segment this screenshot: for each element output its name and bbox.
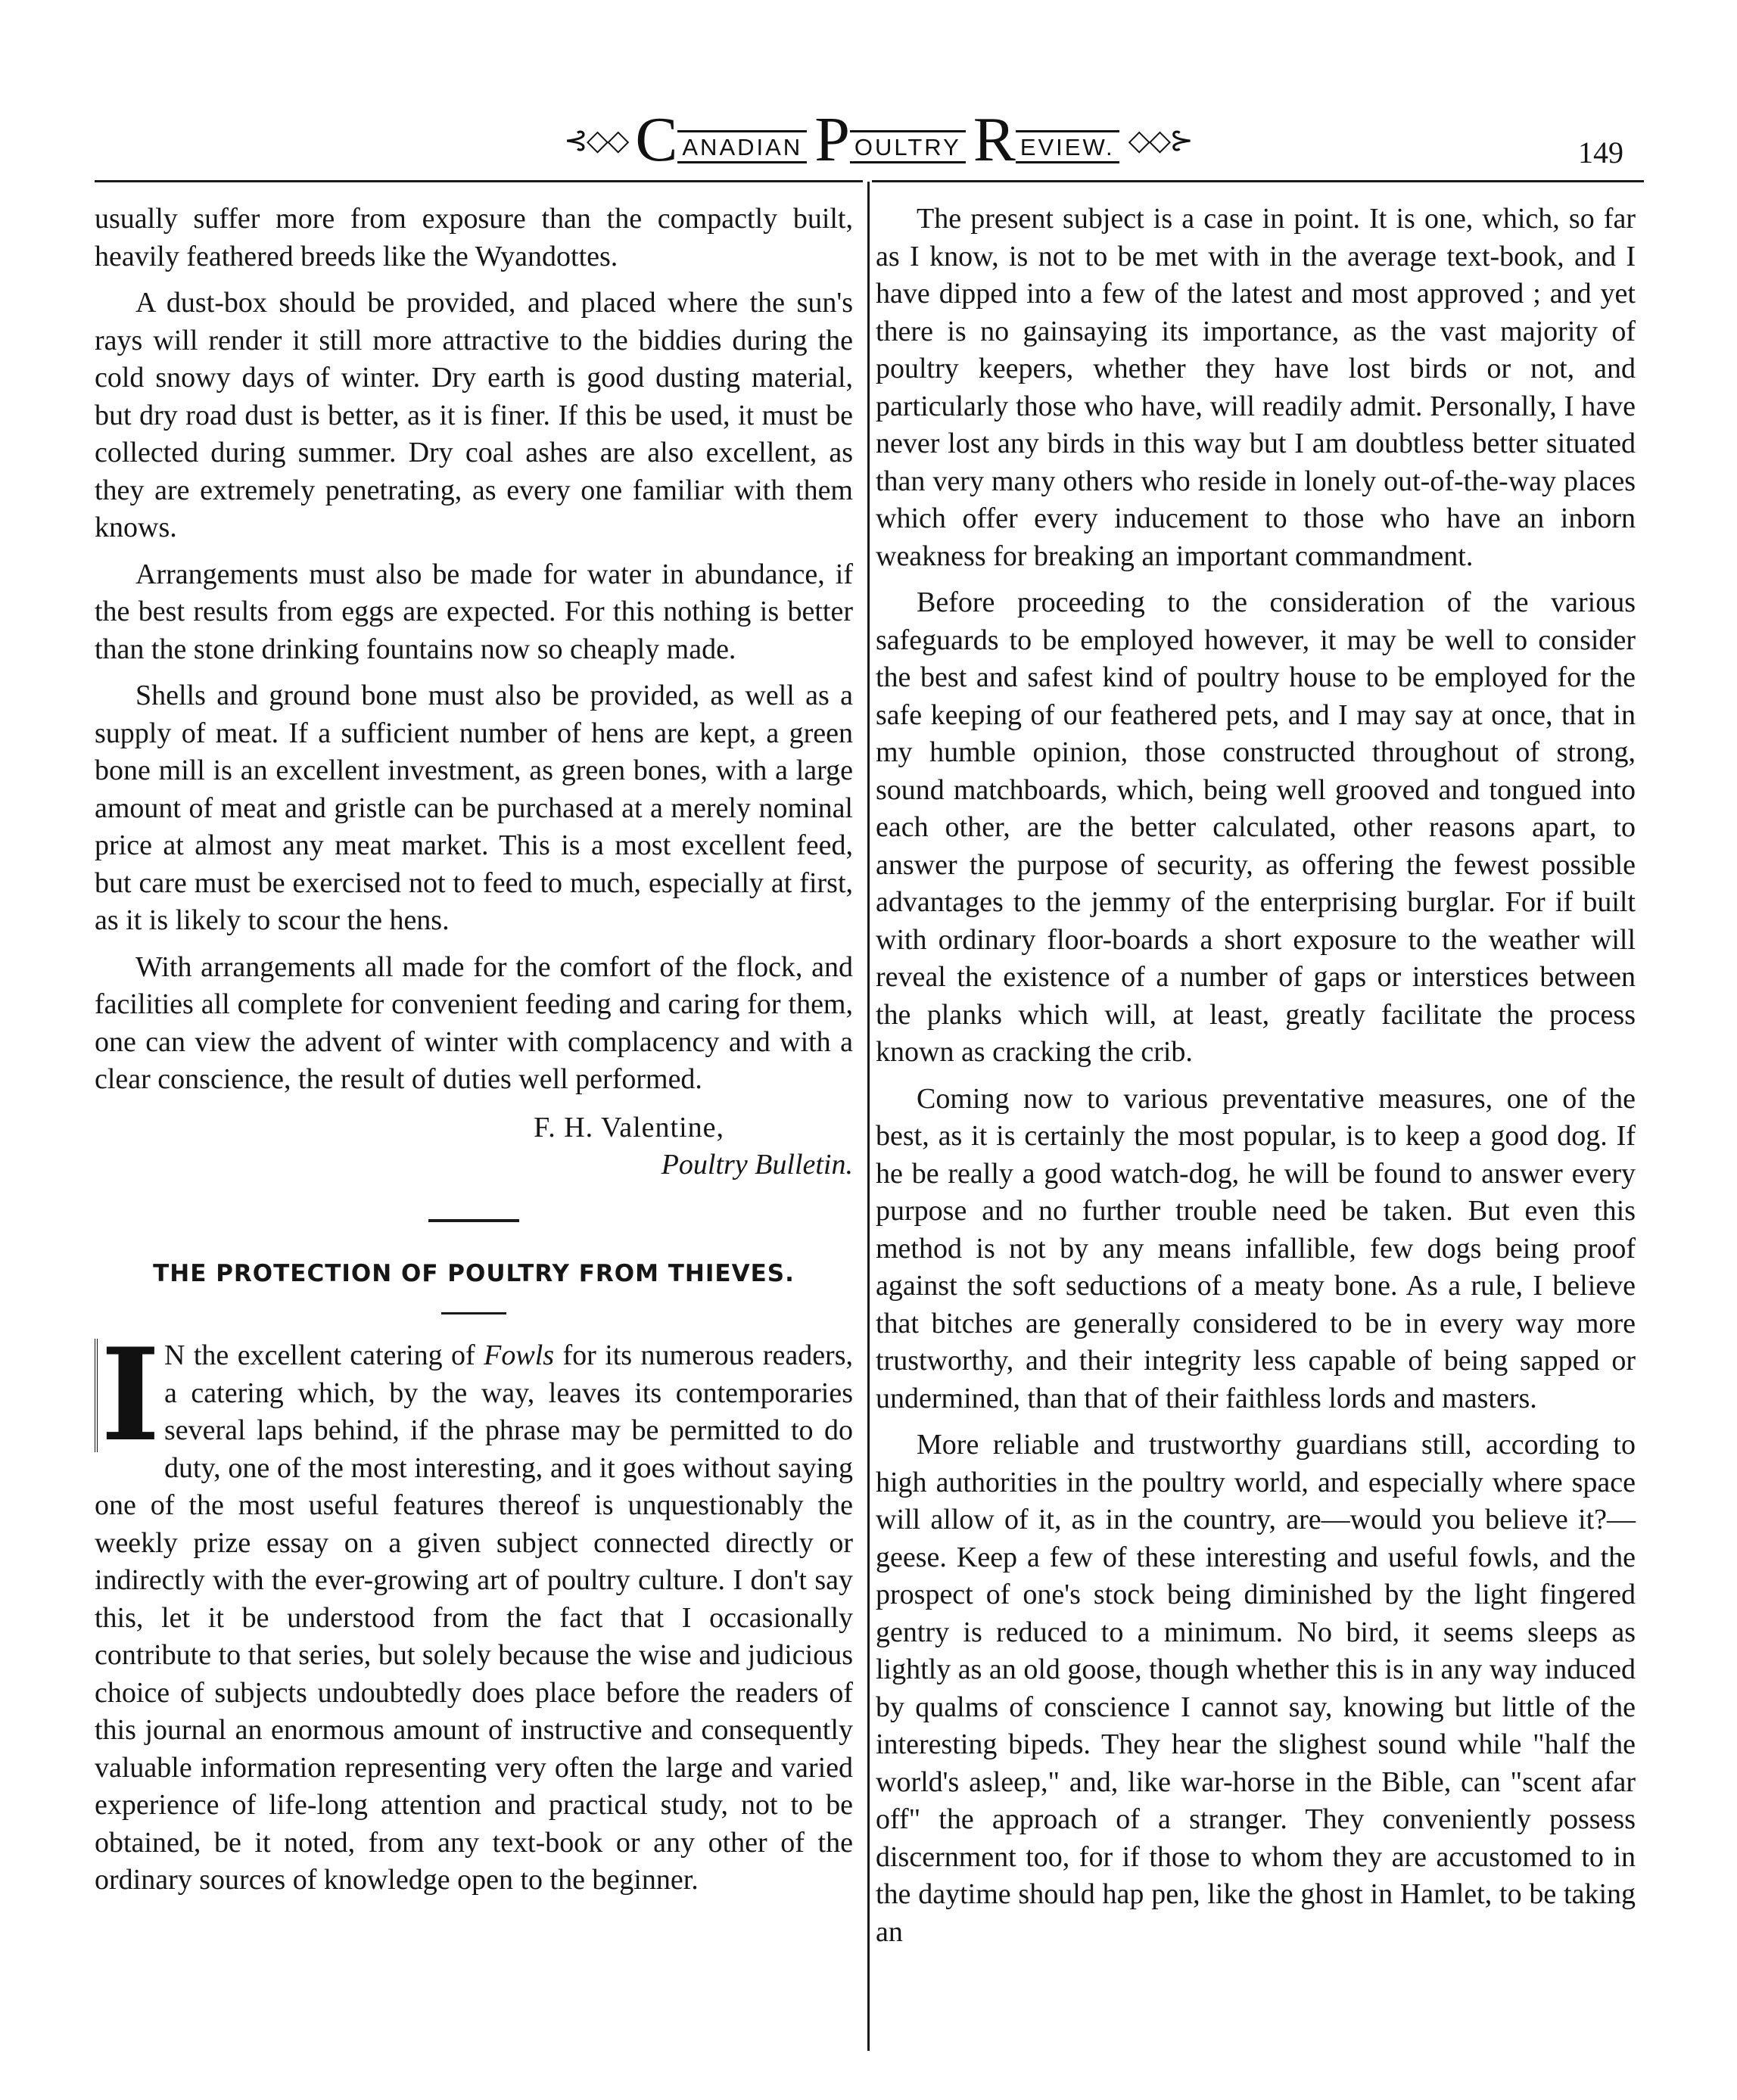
column-divider: [867, 182, 870, 2051]
masthead-word-review: EVIEW.: [1016, 130, 1119, 163]
signature: [95, 1109, 853, 1184]
lead-rest: for its numerous readers, a catering which, by the way, leaves its contemporaries several laps behind, if the phrase may be permitted to do duty, one of the most interesting, and it goes without saying one of the most useful features thereof is unquestionably the weekly prize essay on a given subject connected directly or indirectly with the ever-growing art of poultry culture. I don't say this, let it be understood from the fact that I occasionally contribute to that series, but solely because the wise and judicious choice of subjects undoubtedly does place before the readers of this journal an enormous amount of instructive and consequently valuable information representing very often the large and varied experience of life-long attention and practical study, not to be obtained, be it noted, from any text-book or any other of the ordinary sources of knowledge open to the beginner.: [95, 1339, 854, 1896]
paragraph: With arrangements all made for the comfort of the flock, and facilities all complete for convenient feeding and caring for them, one can view the advent of winter with complacency and with a clear conscience, the result of duties well performed.: [95, 950, 853, 1095]
article-lead: [95, 1320, 854, 1899]
ornament-left-icon: ⊰◇◇: [564, 123, 628, 157]
title-separator: [441, 1312, 506, 1314]
masthead-initial-c: C: [635, 104, 678, 175]
paragraph: More reliable and trustworthy guardians still, according to high authorities in the poultry world, and especially where space will allow of it, as in the country, are—would you believe it?—geese. Keep a few of these interesting and useful fowls, and the prospect of one's stock being diminished by the light fingered gentry is reduced to a minimum. No bird, it seems sleeps as lightly as an old goose, though whether this is in any way induced by qualms of conscience I cannot say, knowing but little of the interesting bipeds. They hear the slighest sound while "half the world's asleep," and, like war-horse in the Bible, can "scent afar off" the approach of a stranger. They conveniently possess discernment too, for if those to whom they are accustomed to in the daytime should hap pen, like the ghost in Hamlet, to be taking an: [876, 1429, 1636, 1948]
paragraph: A dust-box should be provided, and placed where the sun's rays will render it still more attractive to the biddies during the cold snowy days of winter. Dry earth is good dusting material, but dry road dust is better, as it is finer. If this be used, it must be collected during summer. Dry coal ashes are also excellent, as they are extremely penetrating, as every one familiar with them knows.: [95, 287, 853, 543]
paragraph: Arrangements must also be made for water in abundance, if the best results from eggs are expected. For this nothing is better than the stone drinking fountains now so cheaply made.: [95, 558, 853, 665]
masthead-word-poultry: OULTRY: [850, 130, 966, 163]
paragraph: usually suffer more from exposure than the compactly built, heavily feathered breeds like the Wyandottes.: [95, 203, 853, 272]
article-title: THE PROTECTION OF POULTRY FROM THIEVES.: [153, 1259, 795, 1287]
page-number: 149: [1578, 135, 1623, 170]
signature-publication: Poultry Bulletin.: [661, 1149, 853, 1181]
left-column: [95, 201, 853, 1909]
drop-cap: I: [95, 1339, 157, 1452]
masthead: [560, 106, 1196, 174]
paragraph: Coming now to various preventative measures, one of the best, as it is certainly the most popular, is to keep a good dog. If he be really a good watch-dog, he will be found to answer every purpose and no further trouble need be taken. But even this method is not by any means infallible, few dogs being proof against the soft seductions of a meaty bone. As a rule, I believe that bitches are generally considered to be in every way more trustworthy, and their integrity less capable of being sapped or undermined, than that of their faithless lords and masters.: [876, 1082, 1636, 1414]
lead-paragraph: [95, 1337, 853, 1899]
signature-name: F. H. Valentine,: [534, 1111, 724, 1143]
masthead-word-canadian: ANADIAN: [677, 130, 807, 163]
header-rule-right: [872, 180, 1644, 182]
section-separator: [428, 1219, 519, 1222]
lead-intro: N the excellent catering of: [164, 1339, 484, 1371]
header-rule-left: [95, 180, 863, 182]
ornament-right-icon: ◇◇⊱: [1128, 123, 1192, 157]
paragraph: Before proceeding to the consideration of the various safeguards to be employed however, it may be well to consider the best and safest kind of poultry house to be employed for the safe keeping of our feathered pets, and I may say at once, that in my humble opinion, those constructed throughout of strong, sound matchboards, which, being well grooved and tongued into each other, are the better calculated, other reasons apart, to answer the purpose of security, as offering the fewest possible advantages to the jemmy of the enterprising burglar. For if built with ordinary floor-boards a short exposure to the weather will reveal the existence of a number of gaps or interstices between the planks which will, at least, greatly facilitate the process known as cracking the crib.: [876, 586, 1636, 1068]
lead-italic-fowls: Fowls: [484, 1339, 555, 1371]
paragraph: Shells and ground bone must also be provided, as well as a supply of meat. If a sufficient number of hens are kept, a green bone mill is an excellent investment, as green bones, with a large amount of meat and gristle can be purchased at a merely nominal price at almost any meat market. This is a most excellent feed, but care must be exercised not to feed to much, especially at first, as it is likely to scour the hens.: [95, 680, 853, 936]
masthead-initial-p: P: [814, 104, 850, 175]
masthead-title: [632, 104, 1123, 175]
right-column: [876, 201, 1636, 1960]
paragraph: The present subject is a case in point. It is one, which, so far as I know, is not to be met with in the average text-book, and I have dipped into a few of the latest and most approved ; and yet there is no gainsaying its importance, as the vast majority of poultry keepers, whether they have lost birds or not, and particularly those who have, will readily admit. Personally, I have never lost any birds in this way but I am doubtless better situated than very many others who reside in lonely out-of-the-way places which offer every inducement to those who have an inborn weakness for breaking an important commandment.: [876, 203, 1636, 572]
masthead-initial-r: R: [973, 104, 1016, 175]
